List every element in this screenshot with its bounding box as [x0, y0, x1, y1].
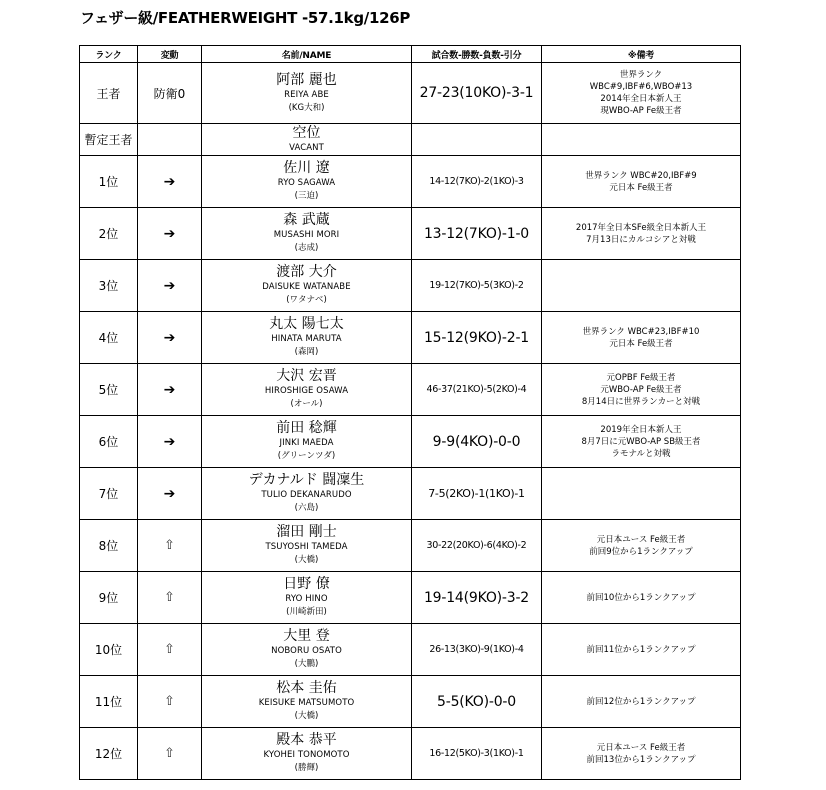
- gym: (ワタナベ): [286, 295, 327, 305]
- name-jp: 松本 圭佑: [276, 680, 337, 696]
- gym: (KG大和): [288, 102, 325, 113]
- name-en: TSUYOSHI TAMEDA: [265, 542, 348, 552]
- note-line: 8月14日に世界ランカーと対戦: [581, 396, 701, 407]
- rank-cell: 3位: [80, 260, 138, 312]
- name-en: NOBORU OSATO: [271, 646, 342, 656]
- header-notes: ※備考: [542, 46, 741, 63]
- rank-cell: 8位: [80, 520, 138, 572]
- note-line: 前回12位から1ランクアップ: [586, 696, 696, 707]
- notes-cell: [542, 63, 741, 124]
- table-row: [80, 124, 741, 156]
- note-line: 7月13日にカルコシアと対戦: [586, 234, 696, 245]
- arrow-right-icon: ➔: [138, 364, 202, 416]
- notes-cell: [542, 572, 741, 624]
- header-rank: ランク: [80, 46, 138, 63]
- note-line: 前回9位から1ランクアップ: [589, 546, 693, 557]
- record-cell: [412, 124, 542, 156]
- note-line: 元日本 Fe級王者: [609, 182, 673, 193]
- notes-cell: [542, 208, 741, 260]
- gym: (大橋): [294, 555, 319, 565]
- name-jp: デカナルド 闘凜生: [248, 472, 365, 488]
- record-cell: 27-23(10KO)-3-1: [412, 63, 542, 124]
- note-line: 2014年全日本新人王: [600, 94, 682, 104]
- note-line: 元日本ユース Fe級王者: [596, 742, 686, 753]
- name-cell: [202, 416, 412, 468]
- record-cell: 19-12(7KO)-5(3KO)-2: [412, 260, 542, 312]
- arrow-up-icon: ⇧: [138, 624, 202, 676]
- table-row: [80, 63, 741, 124]
- name-cell: [202, 260, 412, 312]
- name-en: REIYA ABE: [284, 89, 329, 100]
- name-cell: [202, 468, 412, 520]
- header-record: 試合数-勝数-負数-引分: [412, 46, 542, 63]
- arrow-up-icon: ⇧: [138, 728, 202, 780]
- notes-cell: [542, 520, 741, 572]
- note-line: ラモナルと対戦: [611, 448, 671, 459]
- note-line: 世界ランク: [619, 70, 663, 80]
- gym: (グリーンツダ): [277, 451, 336, 461]
- table-row: [80, 520, 741, 572]
- rank-cell: 12位: [80, 728, 138, 780]
- rank-cell: 暫定王者: [80, 124, 138, 156]
- table-row: [80, 364, 741, 416]
- arrow-up-icon: ⇧: [138, 676, 202, 728]
- name-jp: 前田 稔輝: [276, 420, 337, 436]
- name-jp: 森 武蔵: [283, 212, 330, 228]
- notes-cell: [542, 312, 741, 364]
- arrow-up-icon: ⇧: [138, 520, 202, 572]
- table-row: [80, 624, 741, 676]
- record-cell: 46-37(21KO)-5(2KO)-4: [412, 364, 542, 416]
- note-line: 元OPBF Fe級王者: [606, 372, 676, 383]
- name-en: HINATA MARUTA: [271, 334, 342, 344]
- name-en: DAISUKE WATANABE: [262, 282, 351, 292]
- notes-cell: [542, 260, 741, 312]
- notes-cell: [542, 124, 741, 156]
- table-row: [80, 676, 741, 728]
- table-row: [80, 572, 741, 624]
- rank-cell: 9位: [80, 572, 138, 624]
- rank-cell: 6位: [80, 416, 138, 468]
- gym: (オール): [290, 399, 323, 409]
- notes-cell: [542, 676, 741, 728]
- name-jp: 空位: [292, 124, 321, 141]
- gym: (六島): [294, 503, 319, 513]
- name-cell: [202, 312, 412, 364]
- change-cell: [138, 124, 202, 156]
- name-en: HIROSHIGE OSAWA: [264, 386, 349, 396]
- gym: (川崎新田): [286, 607, 327, 617]
- arrow-right-icon: ➔: [138, 468, 202, 520]
- note-line: 世界ランク WBC#23,IBF#10: [582, 326, 700, 337]
- note-line: 元WBO-AP Fe級王者: [600, 384, 682, 395]
- notes-cell: [542, 728, 741, 780]
- name-en: RYO HINO: [285, 594, 328, 604]
- arrow-right-icon: ➔: [138, 156, 202, 208]
- record-cell: 13-12(7KO)-1-0: [412, 208, 542, 260]
- name-en: JINKI MAEDA: [279, 438, 334, 448]
- arrow-up-icon: ⇧: [138, 572, 202, 624]
- name-cell: [202, 572, 412, 624]
- name-jp: 大里 登: [283, 628, 330, 644]
- ranking-table: [79, 45, 741, 780]
- arrow-right-icon: ➔: [138, 208, 202, 260]
- name-en: KYOHEI TONOMOTO: [263, 750, 350, 760]
- name-cell: [202, 208, 412, 260]
- name-jp: 佐川 遼: [283, 160, 330, 176]
- name-jp: 大沢 宏晋: [276, 368, 337, 384]
- page-title: フェザー級/FEATHERWEIGHT -57.1kg/126P: [80, 9, 411, 27]
- name-en: KEISUKE MATSUMOTO: [258, 698, 355, 708]
- arrow-right-icon: ➔: [138, 416, 202, 468]
- name-cell: [202, 156, 412, 208]
- record-cell: 7-5(2KO)-1(1KO)-1: [412, 468, 542, 520]
- gym: (勝輝): [294, 763, 319, 773]
- name-en: TULIO DEKANARUDO: [261, 490, 352, 500]
- gym: (三迫): [294, 191, 319, 201]
- arrow-right-icon: ➔: [138, 260, 202, 312]
- header-row: [80, 46, 741, 63]
- record-cell: 19-14(9KO)-3-2: [412, 572, 542, 624]
- name-cell: [202, 63, 412, 124]
- name-en: VACANT: [289, 142, 324, 153]
- gym: (志成): [294, 243, 319, 253]
- note-line: 2019年全日本新人王: [600, 424, 682, 435]
- name-cell: [202, 124, 412, 156]
- table-row: [80, 260, 741, 312]
- name-jp: 日野 僚: [283, 576, 330, 592]
- name-cell: [202, 520, 412, 572]
- note-line: 元日本ユース Fe級王者: [596, 534, 686, 545]
- name-cell: [202, 676, 412, 728]
- table-row: [80, 208, 741, 260]
- note-line: 前回13位から1ランクアップ: [586, 754, 696, 765]
- rank-cell: 7位: [80, 468, 138, 520]
- note-line: 現WBO-AP Fe級王者: [600, 106, 682, 116]
- note-line: WBC#9,IBF#6,WBO#13: [589, 82, 693, 92]
- name-cell: [202, 728, 412, 780]
- record-cell: 15-12(9KO)-2-1: [412, 312, 542, 364]
- note-line: 8月7日に元WBO-AP SB級王者: [581, 436, 701, 447]
- record-cell: 5-5(KO)-0-0: [412, 676, 542, 728]
- name-cell: [202, 624, 412, 676]
- table-row: [80, 312, 741, 364]
- notes-cell: [542, 156, 741, 208]
- notes-cell: [542, 468, 741, 520]
- rank-cell: 10位: [80, 624, 138, 676]
- header-change: 変動: [138, 46, 202, 63]
- notes-cell: [542, 364, 741, 416]
- name-cell: [202, 364, 412, 416]
- notes-cell: [542, 416, 741, 468]
- name-jp: 丸太 陽七太: [269, 316, 344, 332]
- record-cell: 14-12(7KO)-2(1KO)-3: [412, 156, 542, 208]
- gym: (大橋): [294, 711, 319, 721]
- gym: (大鵬): [294, 659, 319, 669]
- name-en: RYO SAGAWA: [277, 178, 336, 188]
- rank-cell: 11位: [80, 676, 138, 728]
- arrow-right-icon: ➔: [138, 312, 202, 364]
- note-line: 前回11位から1ランクアップ: [586, 644, 696, 655]
- name-en: MUSASHI MORI: [273, 230, 340, 240]
- gym: (森岡): [294, 347, 319, 357]
- table-row: [80, 468, 741, 520]
- note-line: 2017年全日本SFe級全日本新人王: [575, 222, 707, 233]
- rank-cell: 2位: [80, 208, 138, 260]
- record-cell: 9-9(4KO)-0-0: [412, 416, 542, 468]
- rank-cell: 5位: [80, 364, 138, 416]
- notes-cell: [542, 624, 741, 676]
- header-name: 名前/NAME: [202, 46, 412, 63]
- rank-cell: 4位: [80, 312, 138, 364]
- record-cell: 26-13(3KO)-9(1KO)-4: [412, 624, 542, 676]
- record-cell: 30-22(20KO)-6(4KO)-2: [412, 520, 542, 572]
- name-jp: 阿部 麗也: [276, 71, 337, 88]
- table-row: [80, 728, 741, 780]
- name-jp: 渡部 大介: [276, 264, 337, 280]
- rank-cell: 王者: [80, 63, 138, 124]
- name-jp: 殿本 恭平: [276, 732, 337, 748]
- name-jp: 溜田 剛士: [276, 524, 337, 540]
- note-line: 前回10位から1ランクアップ: [586, 592, 696, 603]
- record-cell: 16-12(5KO)-3(1KO)-1: [412, 728, 542, 780]
- change-cell: 防衛0: [138, 63, 202, 124]
- table-row: [80, 156, 741, 208]
- note-line: 元日本 Fe級王者: [609, 338, 673, 349]
- note-line: 世界ランク WBC#20,IBF#9: [585, 170, 697, 181]
- rank-cell: 1位: [80, 156, 138, 208]
- table-row: [80, 416, 741, 468]
